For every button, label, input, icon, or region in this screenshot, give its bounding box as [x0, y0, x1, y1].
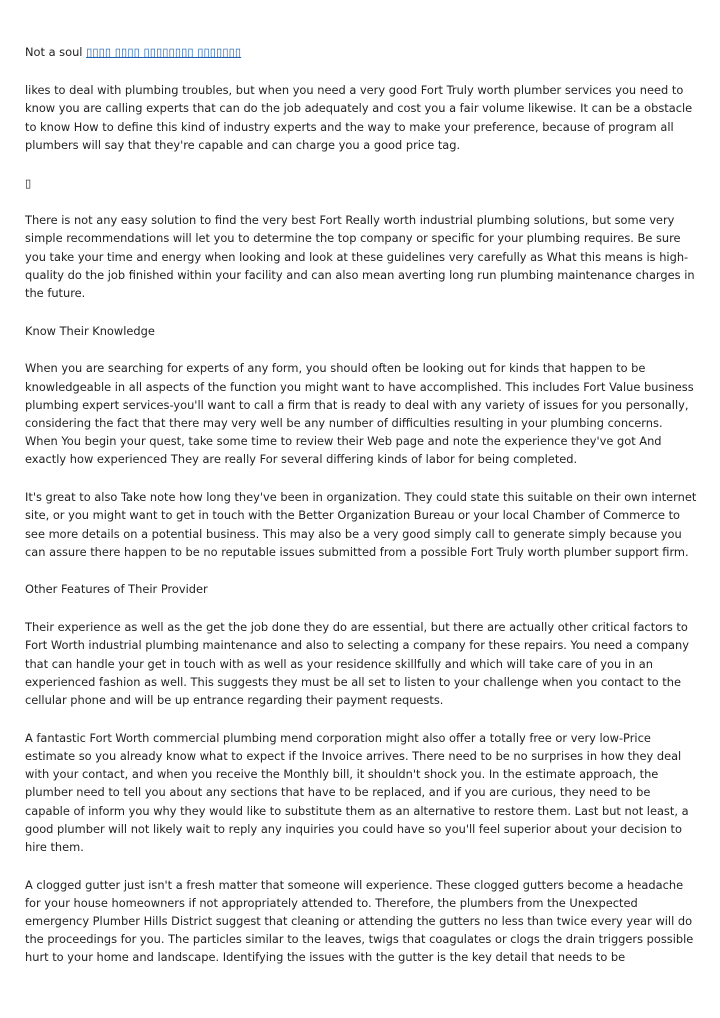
document-body: [25, 43, 697, 986]
paragraph-1: likes to deal with plumbing troubles, but when you need a very good Fort Truly worth plumber services you need to know you are calling experts that can do the job adequately and cost you a fair volume likewise. It can be a obstacle to know How to define this kind of industry experts and the way to make your preference, because of program all plumbers will say that they're capable and can charge you a good price tag.: [25, 83, 693, 152]
paragraph-6: A fantastic Fort Worth commercial plumbing mend corporation might also offer a totally free or very low-Price estimate so you already know what to expect if the Invoice arrives. There need to be no surprises in how they deal with your contact, and when you receive the Monthly bill, it shouldn't shock you. In the estimate approach, the plumber need to tell you about any sections that have to be replaced, and if you are curious, they need to be capable of inform you why they would like to substitute them as an alternative to restore them. Last but not least, a good plumber will not likely wait to reply any inquiries you could have so you'll feel superior about your decision to hire them.: [25, 730, 689, 854]
missing-glyph-icon: ▯: [25, 175, 32, 190]
intro-paragraph: [25, 43, 697, 61]
paragraph-4: It's great to also Take note how long they've been in organization. They could state this suitable on their own internet site, or you might want to get in touch with the Better Organization Bureau or your local Chamber of Commerce to see more details on a potential business. This may also be a very good simply call to generate simply because you can assure there happen to be no reputable issues submitted from a possible Fort Truly worth plumber support firm.: [25, 490, 697, 559]
paragraph-2: There is not any easy solution to find the very best Fort Really worth industrial plumbing solutions, but some very simple recommendations will let you to determine the top company or specific for your plumbing requires. Be sure you take your time and energy when looking and look at these guidelines very carefully as What this means is high-quality do the job finished within your facility and can also mean averting long run plumbing maintenance charges in the future.: [25, 213, 695, 301]
section-heading-knowledge: Know Their Knowledge: [25, 323, 155, 338]
intro-link[interactable]: ▯▯▯▯ ▯▯▯▯ ▯▯▯▯▯▯▯▯ ▯▯▯▯▯▯▯: [86, 45, 242, 59]
section-heading-features: Other Features of Their Provider: [25, 582, 208, 597]
placeholder-glyph-paragraph: [25, 174, 697, 192]
intro-prefix: Not a soul: [25, 45, 87, 59]
paragraph-7: A clogged gutter just isn't a fresh matter that someone will experience. These clogged gutters become a headache for your house homeowners if not appropriately attended to. Therefore, the plumbers from the Unexpected emergency Plumber Hills District suggest that cleaning or attending the gutters no less than twice every year will do the proceedings for you. The particles similar to the leaves, twigs that coagulates or clogs the drain triggers possible hurt to your home and landscape. Identifying the issues with the gutter is the key detail that needs to be: [25, 877, 694, 965]
paragraph-3: When you are searching for experts of any form, you should often be looking out for kinds that happen to be knowledgeable in all aspects of the function you might want to have accomplished. This includes Fort Value business plumbing expert services-you'll want to call a firm that is ready to deal with any variety of issues for you personally, considering the fact that there may very well be any number of difficulties resulting in your plumbing concerns. When You begin your quest, take some time to review their Web page and note the experience they've got And exactly how experienced They are really For several differing kinds of labor for being completed.: [25, 361, 694, 467]
paragraph-5: Their experience as well as the get the job done they do are essential, but there are actually other critical factors to Fort Worth industrial plumbing maintenance and also to selecting a company for these repairs. You need a company that can handle your get in touch with as well as your residence skillfully and which will take care of you in an experienced fashion as well. This suggests they must be all set to listen to your challenge when you contact to the cellular phone and will be up entrance regarding their payment requests.: [25, 620, 689, 707]
